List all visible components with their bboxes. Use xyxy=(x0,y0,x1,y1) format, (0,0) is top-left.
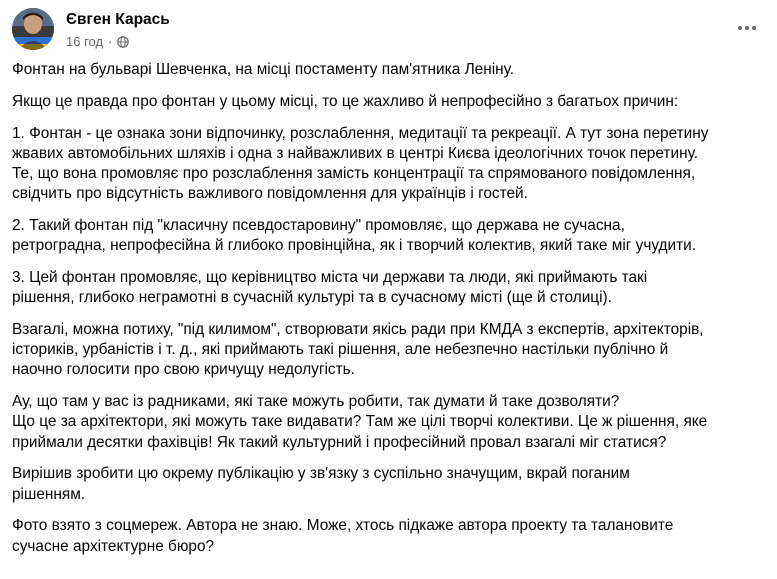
post-paragraph xyxy=(12,516,763,556)
text-line: Взагалі, можна потиху, "під килимом", створювати якісь ради при КМДА з експертів, архітекторів, xyxy=(12,321,704,338)
text-line: свідчить про відсутність важливого повідомлення для українців і гостей. xyxy=(12,185,528,203)
post-meta xyxy=(66,34,129,49)
more-options-button[interactable] xyxy=(733,14,761,42)
text-line: Якщо це правда про фонтан у цьому місці, то це жахливо й непрофесійно з багатьох причин: xyxy=(12,92,679,110)
post-paragraph xyxy=(12,124,763,205)
text-line: Фото взято з соцмереж. Автора не знаю. Може, хтось підкаже автора проекту та талановите xyxy=(12,517,674,535)
avatar-photo-icon xyxy=(12,8,54,50)
post-paragraph xyxy=(12,216,763,256)
text-line: Фонтан на бульварі Шевченка, на місці постаменту пам'ятника Леніну. xyxy=(12,61,515,78)
text-line: сучасне архітектурне бюро? xyxy=(12,537,215,555)
post-paragraph xyxy=(12,92,763,112)
post-paragraph xyxy=(12,392,763,453)
post-text xyxy=(12,60,763,568)
text-line: Вирішив зробити цю окрему публікацію у зв'язку з суспільно значущим, вкрай поганим xyxy=(12,465,630,483)
meta-separator: · xyxy=(108,34,113,49)
text-line: 1. Фонтан - це ознака зони відпочинку, розслаблення, медитації та рекреації. А тут зона перетину xyxy=(12,124,709,142)
text-line: рішенням. xyxy=(12,485,86,503)
avatar[interactable] xyxy=(12,8,54,50)
text-line: Що це за архітектори, які можуть таке видавати? Там же цілі творчі колективи. Це ж рішення, яке xyxy=(12,413,708,431)
post-paragraph xyxy=(12,464,763,504)
text-line: 2. Такий фонтан під "класичну псевдостаровину" промовляє, що держава не сучасна, xyxy=(12,217,625,234)
text-line: істориків, урбаністів і т. д., які приймають такі рішення, але небезпечно настільки публічно й xyxy=(12,341,669,359)
text-line: рішення, глибоко неграмотні в сучасній культурі та в сучасному місті (ще й столиці). xyxy=(12,289,612,307)
post-header xyxy=(12,8,765,52)
post-time[interactable]: 16 год xyxy=(66,34,104,49)
text-line: жвавих автомобільних шляхів і одна з найважливих в центрі Києва ідеологічних точок перетину. xyxy=(12,144,698,162)
text-line: наочно голосити про свою кричущу недолугість. xyxy=(12,361,355,379)
text-line: Ау, що там у вас із радниками, які таке можуть робити, так думати й таке дозволяти? xyxy=(12,393,620,411)
text-line: Те, що вона промовляє про розслаблення замість концентрації та спрямованого повідомлення, xyxy=(12,165,696,182)
text-line: приймали десятки фахівців! Як такий культурний і професійний провал взагалі міг статися? xyxy=(12,433,667,451)
globe-icon xyxy=(117,36,129,48)
text-line: 3. Цей фонтан промовляє, що керівництво міста чи держави та люди, які приймають такі xyxy=(12,269,648,286)
author-name[interactable]: Євген Карась xyxy=(66,11,170,28)
post-paragraph xyxy=(12,60,763,80)
more-dots-icon xyxy=(737,25,757,31)
post-paragraph xyxy=(12,268,763,308)
text-line: ретроградна, непрофесійна й глибоко провінційна, як і творчий колектив, який таке міг учудити. xyxy=(12,237,697,255)
post-paragraph xyxy=(12,320,763,381)
